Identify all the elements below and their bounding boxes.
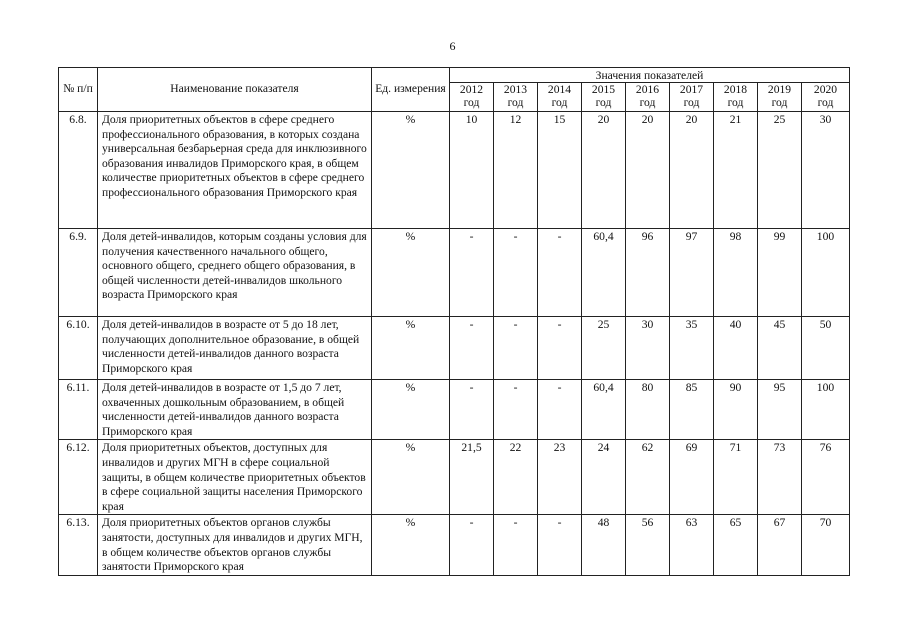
table-row — [59, 380, 850, 440]
header-num: № п/п — [59, 68, 98, 112]
row-number: 6.13. — [59, 515, 98, 575]
unit-of-measure: % — [372, 515, 450, 575]
value-2016: 56 — [626, 515, 670, 575]
value-2012: - — [450, 380, 494, 440]
value-2013: - — [494, 317, 538, 380]
unit-of-measure: % — [372, 440, 450, 515]
row-number: 6.10. — [59, 317, 98, 380]
value-2012: - — [450, 317, 494, 380]
value-2019: 95 — [758, 380, 802, 440]
value-2018: 71 — [714, 440, 758, 515]
header-values: Значения показателей — [450, 68, 850, 83]
value-2014: - — [538, 380, 582, 440]
header-year-2016 — [626, 83, 670, 112]
row-number: 6.11. — [59, 380, 98, 440]
value-2020: 100 — [802, 380, 850, 440]
value-2020: 50 — [802, 317, 850, 380]
header-year-suffix: год — [771, 96, 788, 109]
header-year-2015 — [582, 83, 626, 112]
value-2019: 73 — [758, 440, 802, 515]
header-year-2019 — [758, 83, 802, 112]
value-2016: 30 — [626, 317, 670, 380]
value-2019: 45 — [758, 317, 802, 380]
header-year-value: 2018 — [723, 83, 748, 96]
header-year-suffix: год — [595, 96, 612, 109]
header-year-value: 2014 — [547, 83, 572, 96]
unit-of-measure: % — [372, 380, 450, 440]
header-year-value: 2020 — [813, 83, 838, 96]
header-year-value: 2017 — [679, 83, 704, 96]
value-2014: - — [538, 317, 582, 380]
header-year-suffix: год — [639, 96, 656, 109]
value-2015: 60,4 — [582, 380, 626, 440]
value-2020: 100 — [802, 229, 850, 317]
value-2014: - — [538, 515, 582, 575]
header-unit: Ед. измерения — [372, 68, 450, 112]
value-2016: 62 — [626, 440, 670, 515]
value-2019: 67 — [758, 515, 802, 575]
indicator-name: Доля приоритетных объектов, доступных для инвалидов и других МГН в сфере социальной защиты, в общем количестве приоритетных объектов в сфере социальной защиты населения Приморского края — [98, 440, 372, 515]
header-year-2020 — [802, 83, 850, 112]
header-year-suffix: год — [727, 96, 744, 109]
header-year-2012 — [450, 83, 494, 112]
header-year-2013 — [494, 83, 538, 112]
value-2014: 15 — [538, 112, 582, 229]
header-year-suffix: год — [817, 96, 834, 109]
value-2012: 10 — [450, 112, 494, 229]
value-2013: - — [494, 229, 538, 317]
value-2018: 65 — [714, 515, 758, 575]
value-2015: 24 — [582, 440, 626, 515]
indicators-table — [58, 67, 850, 576]
header-year-value: 2015 — [591, 83, 616, 96]
value-2013: 12 — [494, 112, 538, 229]
value-2017: 20 — [670, 112, 714, 229]
row-number: 6.12. — [59, 440, 98, 515]
value-2014: 23 — [538, 440, 582, 515]
header-row-top — [59, 68, 850, 83]
header-year-2018 — [714, 83, 758, 112]
header-year-2014 — [538, 83, 582, 112]
value-2019: 99 — [758, 229, 802, 317]
unit-of-measure: % — [372, 317, 450, 380]
header-year-suffix: год — [551, 96, 568, 109]
value-2017: 85 — [670, 380, 714, 440]
table-row — [59, 317, 850, 380]
header-name: Наименование показателя — [98, 68, 372, 112]
header-year-value: 2013 — [503, 83, 528, 96]
value-2016: 80 — [626, 380, 670, 440]
table-row — [59, 515, 850, 575]
value-2015: 20 — [582, 112, 626, 229]
indicator-name: Доля детей-инвалидов в возрасте от 1,5 до 7 лет, охваченных дошкольным образованием, в общей численности детей-инвалидов данного возраста Приморского края — [98, 380, 372, 440]
value-2019: 25 — [758, 112, 802, 229]
value-2018: 21 — [714, 112, 758, 229]
value-2016: 96 — [626, 229, 670, 317]
header-year-value: 2012 — [459, 83, 484, 96]
page-number: 6 — [449, 39, 456, 53]
header-year-value: 2019 — [767, 83, 792, 96]
indicator-name: Доля детей-инвалидов, которым созданы условия для получения качественного начального общего, основного общего, среднего общего образования, в общей численности детей-инвалидов школьного возраста Приморского края — [98, 229, 372, 317]
table-row — [59, 229, 850, 317]
header-year-suffix: год — [463, 96, 480, 109]
indicator-name: Доля приоритетных объектов в сфере среднего профессионального образования, в которых создана универсальная безбарьерная среда для инклюзивного образования инвалидов Приморского края, в общем количестве приоритетных объектов в сфере среднего профессионального образования Приморского края — [98, 112, 372, 229]
value-2012: 21,5 — [450, 440, 494, 515]
table-row — [59, 112, 850, 229]
value-2015: 48 — [582, 515, 626, 575]
value-2015: 25 — [582, 317, 626, 380]
table-body — [59, 112, 850, 576]
value-2016: 20 — [626, 112, 670, 229]
header-year-suffix: год — [507, 96, 524, 109]
value-2018: 40 — [714, 317, 758, 380]
value-2013: - — [494, 515, 538, 575]
value-2017: 35 — [670, 317, 714, 380]
value-2018: 90 — [714, 380, 758, 440]
value-2017: 63 — [670, 515, 714, 575]
value-2018: 98 — [714, 229, 758, 317]
header-year-suffix: год — [683, 96, 700, 109]
value-2015: 60,4 — [582, 229, 626, 317]
row-number: 6.9. — [59, 229, 98, 317]
indicator-name: Доля приоритетных объектов органов службы занятости, доступных для инвалидов и других МГН, в общем количестве объектов органов службы занятости Приморского края — [98, 515, 372, 575]
value-2020: 70 — [802, 515, 850, 575]
indicator-name: Доля детей-инвалидов в возрасте от 5 до 18 лет, получающих дополнительное образование, в общей численности детей-инвалидов данного возраста Приморского края — [98, 317, 372, 380]
table-row — [59, 440, 850, 515]
value-2012: - — [450, 515, 494, 575]
value-2014: - — [538, 229, 582, 317]
row-number: 6.8. — [59, 112, 98, 229]
unit-of-measure: % — [372, 112, 450, 229]
unit-of-measure: % — [372, 229, 450, 317]
value-2020: 76 — [802, 440, 850, 515]
value-2017: 69 — [670, 440, 714, 515]
header-year-2017 — [670, 83, 714, 112]
header-year-value: 2016 — [635, 83, 660, 96]
value-2012: - — [450, 229, 494, 317]
value-2017: 97 — [670, 229, 714, 317]
value-2020: 30 — [802, 112, 850, 229]
value-2013: 22 — [494, 440, 538, 515]
value-2013: - — [494, 380, 538, 440]
